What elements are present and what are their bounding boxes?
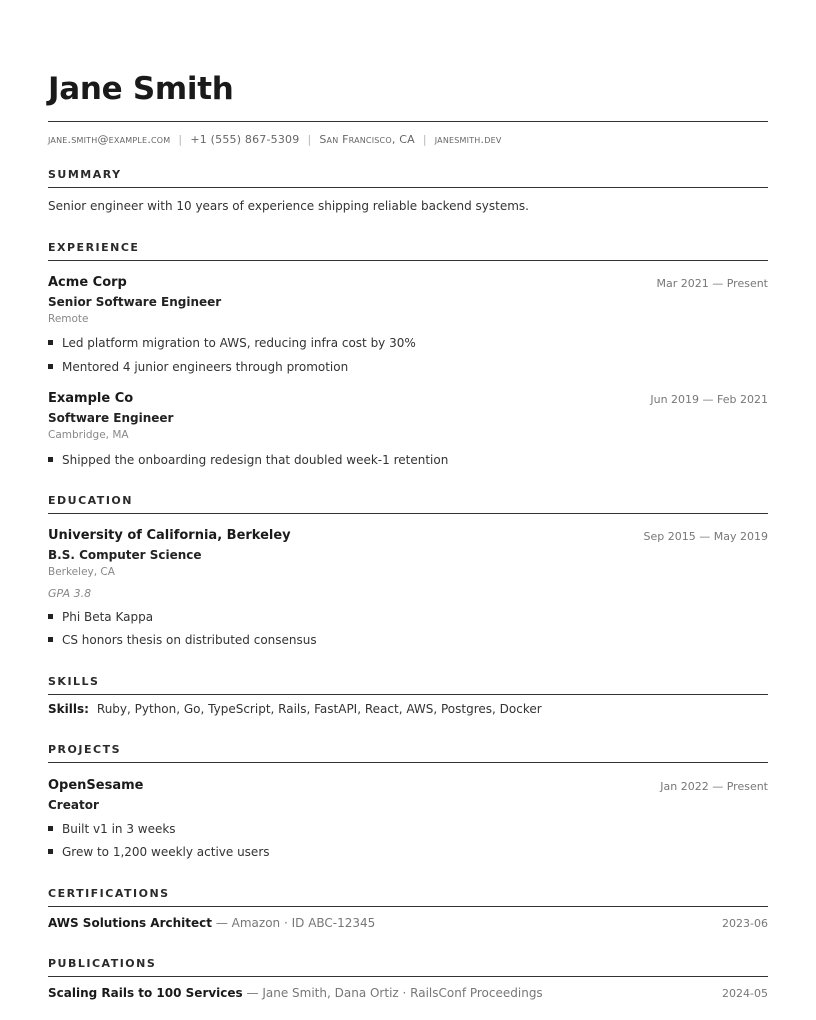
project-bullet: Built v1 in 3 weeks [48,822,176,836]
certification-entry [48,916,375,930]
education-gpa: GPA 3.8 [48,587,92,600]
skills-line [48,702,542,716]
contact-separator: | [178,133,183,146]
contact-location: San Francisco, CA [319,133,415,146]
experience-bullet: Shipped the onboarding redesign that doubled week-1 retention [48,453,448,467]
project-bullet: Grew to 1,200 weekly active users [48,845,270,859]
certification-date: 2023-06 [722,917,768,930]
bullet-square-icon [48,826,53,831]
section-heading-projects: PROJECTS [48,743,768,763]
experience-bullet: Led platform migration to AWS, reducing infra cost by 30% [48,336,416,350]
education-bullet: Phi Beta Kappa [48,610,153,624]
education-degree: B.S. Computer Science [48,548,202,562]
contact-separator: | [307,133,312,146]
project-dates: Jan 2022 — Present [660,780,768,793]
bullet-square-icon [48,340,53,345]
contact-line [48,133,502,146]
project-name: OpenSesame [48,778,144,793]
bullet-square-icon [48,457,53,462]
section-heading-skills: SKILLS [48,675,768,695]
section-heading-summary: SUMMARY [48,168,768,188]
skills-list: Ruby, Python, Go, TypeScript, Rails, FastAPI, React, AWS, Postgres, Docker [96,702,542,716]
experience-location: Cambridge, MA [48,429,129,441]
publication-date: 2024-05 [722,987,768,1000]
experience-location: Remote [48,313,89,325]
section-heading-experience: EXPERIENCE [48,241,768,261]
publication-title: Scaling Rails to 100 Services [48,986,243,1000]
contact-phone: +1 (555) 867-5309 [190,133,300,146]
project-role: Creator [48,798,99,812]
header-divider [48,121,768,122]
experience-company: Acme Corp [48,275,127,290]
experience-dates: Mar 2021 — Present [656,277,768,290]
bullet-square-icon [48,849,53,854]
skills-label: Skills: [48,702,89,716]
section-heading-education: EDUCATION [48,494,768,514]
experience-title: Software Engineer [48,411,174,425]
education-school: University of California, Berkeley [48,528,291,543]
section-heading-publications: PUBLICATIONS [48,957,768,977]
certification-name: AWS Solutions Architect [48,916,213,930]
experience-dates: Jun 2019 — Feb 2021 [650,393,768,406]
publication-entry [48,986,543,1000]
publication-details: — Jane Smith, Dana Ortiz · RailsConf Proceedings [246,986,543,1000]
education-location: Berkeley, CA [48,566,115,578]
experience-title: Senior Software Engineer [48,295,222,309]
summary-text: Senior engineer with 10 years of experience shipping reliable backend systems. [48,199,529,213]
bullet-square-icon [48,637,53,642]
bullet-square-icon [48,364,53,369]
contact-separator: | [422,133,427,146]
bullet-square-icon [48,614,53,619]
contact-website[interactable]: janesmith.dev [434,133,502,146]
contact-email[interactable]: jane.smith@example.com [48,133,171,146]
candidate-name: Jane Smith [48,71,234,107]
experience-company: Example Co [48,391,134,406]
section-heading-certifications: CERTIFICATIONS [48,887,768,907]
education-dates: Sep 2015 — May 2019 [643,530,768,543]
certification-details: — Amazon · ID ABC-12345 [215,916,376,930]
experience-bullet: Mentored 4 junior engineers through promotion [48,360,348,374]
education-bullet: CS honors thesis on distributed consensus [48,633,317,647]
